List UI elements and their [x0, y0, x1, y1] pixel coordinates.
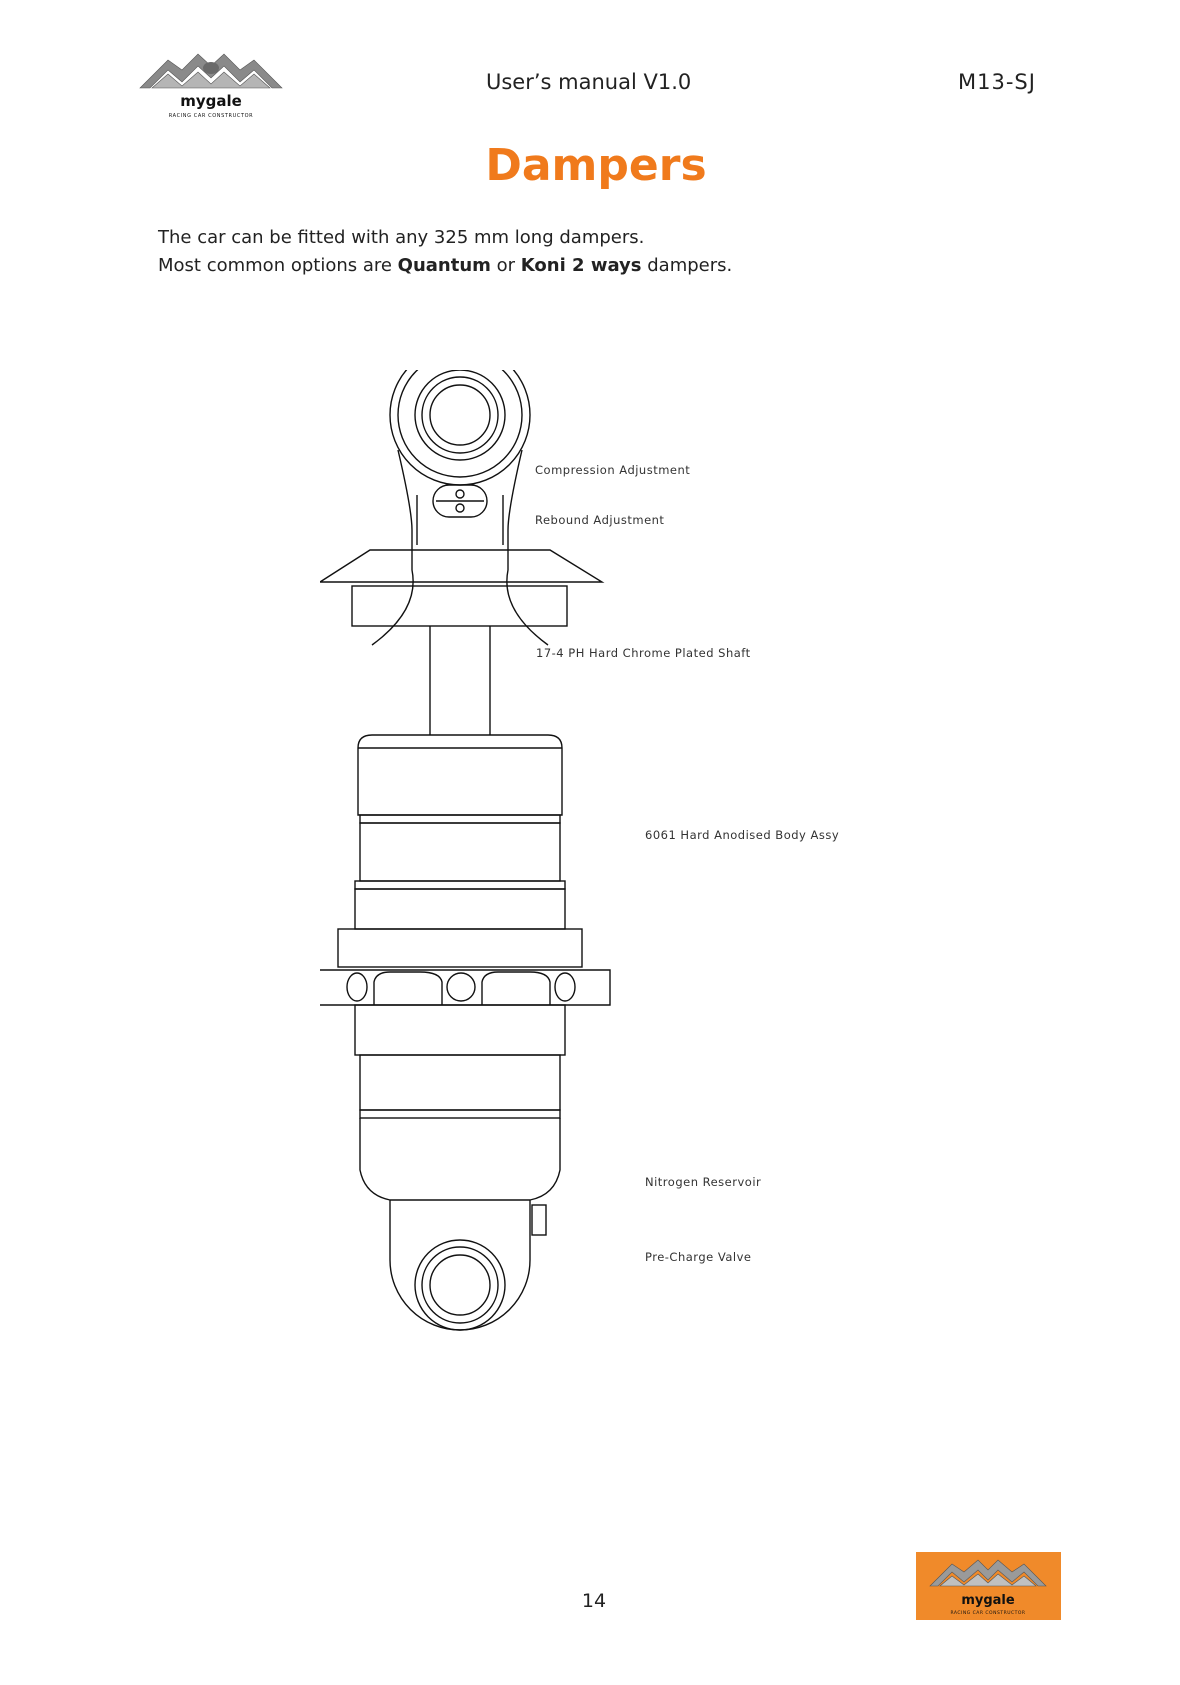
- intro-prefix: Most common options are: [158, 255, 398, 276]
- damper-drawing: [320, 370, 920, 1450]
- model-code: M13-SJ: [958, 70, 1036, 94]
- callout-compression: Compression Adjustment: [535, 463, 691, 477]
- callout-reservoir: Nitrogen Reservoir: [645, 1175, 762, 1189]
- footer-logo: [916, 1552, 1061, 1620]
- mygale-logo: [138, 44, 284, 120]
- intro-or: or: [490, 255, 521, 276]
- damper-body: [320, 735, 610, 1200]
- page-number: 14: [581, 1590, 607, 1612]
- intro-line-2: [158, 252, 732, 280]
- callout-valve: Pre-Charge Valve: [645, 1250, 752, 1264]
- intro-suffix: dampers.: [641, 255, 733, 276]
- spring-perch: [320, 550, 602, 626]
- page-title: Dampers: [485, 140, 707, 191]
- option-koni: Koni 2 ways: [520, 255, 642, 276]
- footer-logo-wordmark: mygale: [961, 1593, 1015, 1608]
- intro-text: [158, 224, 732, 280]
- logo-wordmark: mygale: [180, 92, 242, 110]
- option-quantum: Quantum: [397, 255, 491, 276]
- manual-title: User’s manual V1.0: [486, 70, 692, 94]
- callout-shaft: 17-4 PH Hard Chrome Plated Shaft: [536, 646, 751, 660]
- callout-rebound: Rebound Adjustment: [535, 513, 665, 527]
- logo-tagline: RACING CAR CONSTRUCTOR: [168, 113, 254, 119]
- top-eye-mount: [372, 370, 548, 645]
- adjuster-knob: [433, 485, 487, 517]
- bottom-eye-mount: [390, 1200, 546, 1330]
- piston-shaft: [430, 626, 490, 735]
- callout-body: 6061 Hard Anodised Body Assy: [645, 828, 840, 842]
- footer-logo-tagline: RACING CAR CONSTRUCTOR: [950, 1611, 1026, 1616]
- intro-line-1: The car can be fitted with any 325 mm long dampers.: [158, 227, 645, 248]
